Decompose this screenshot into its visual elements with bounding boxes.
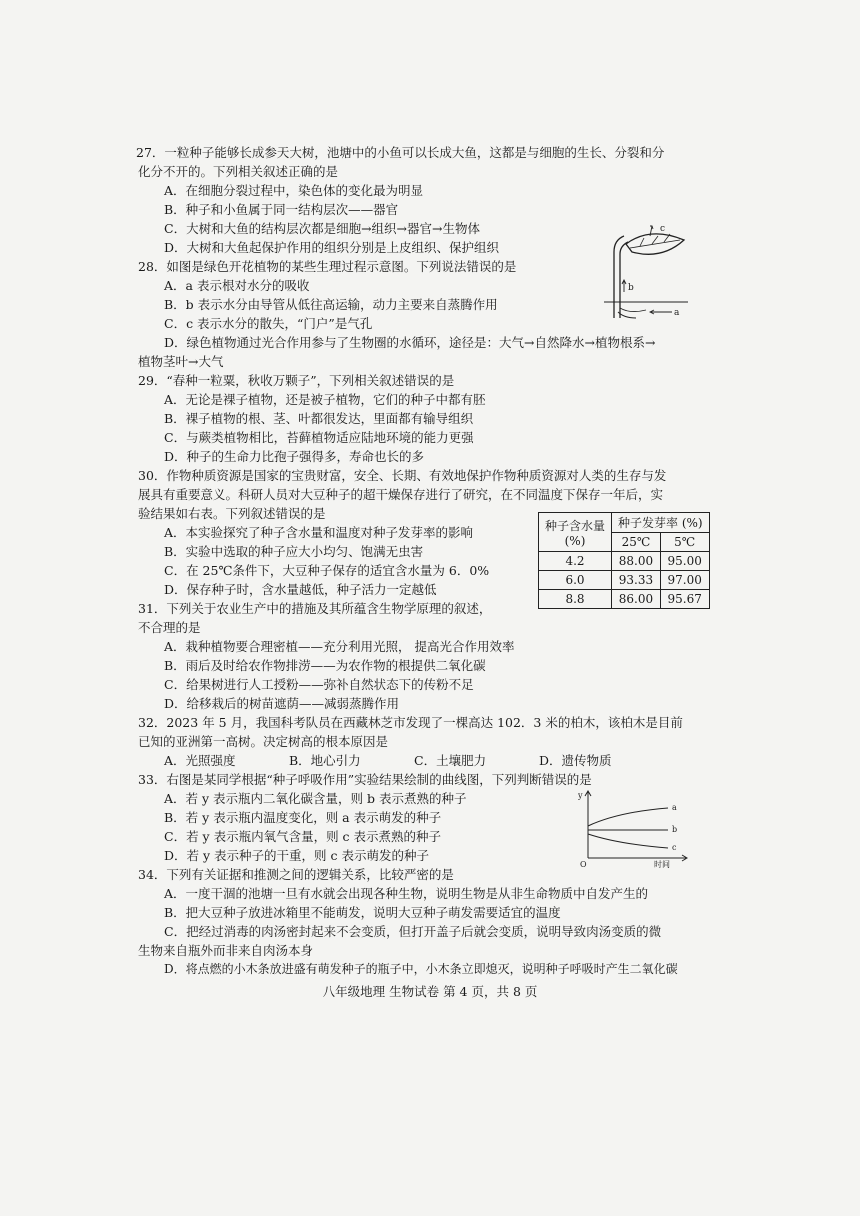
q30-stem-line2: 展具有重要意义。科研人员对大豆种子的超干燥保存进行了研究，在不同温度下保存一年后，实 xyxy=(138,487,664,502)
table-row: 4.2 88.00 95.00 xyxy=(539,552,710,571)
table-header-water-content: 种子含水量 (%) xyxy=(539,513,612,552)
q28-stem: 28．如图是绿色开花植物的某些生理过程示意图。下列说法错误的是 xyxy=(138,259,517,274)
curve-b-label: b xyxy=(672,825,678,834)
axis-y-label: y xyxy=(578,791,583,800)
q34-option-c-line1: C．把经过消毒的肉汤密封起来不会变质，但打开盖子后就会变质，说明导致肉汤变质的微 xyxy=(164,924,662,939)
q31-option-b: B．雨后及时给农作物排涝——为农作物的根提供二氧化碳 xyxy=(164,658,486,673)
q32-options xyxy=(138,751,718,770)
q33-option-d: D．若 y 表示种子的干重，则 c 表示萌发的种子 xyxy=(164,848,429,863)
q32-option-d: D．遗传物质 xyxy=(539,753,612,768)
q32-stem-line1: 32．2023 年 5 月，我国科考队员在西藏林芝市发现了一棵高达 102．3 米的柏木，该柏木是目前 xyxy=(138,715,683,730)
q30-option-a: A．本实验探究了种子含水量和温度对种子发芽率的影响 xyxy=(164,525,474,540)
q34-stem: 34．下列有关证据和推测之间的逻辑关系，比较严密的是 xyxy=(138,867,454,882)
q32-option-c: C．土壤肥力 xyxy=(414,753,487,768)
q27-stem-line1: 27．一粒种子能够长成参天大树，池塘中的小鱼可以长成大鱼，这都是与细胞的生长、分裂和分 xyxy=(136,145,665,160)
question-32 xyxy=(138,713,718,770)
q27-option-d: D．大树和大鱼起保护作用的组织分别是上皮组织、保护组织 xyxy=(164,240,500,255)
q32-option-b: B．地心引力 xyxy=(289,753,361,768)
curve-c-label: c xyxy=(672,843,677,852)
q33-stem: 33．右图是某同学根据“种子呼吸作用”实验结果绘制的曲线图，下列判断错误的是 xyxy=(138,772,592,787)
table-row: 8.8 86.00 95.67 xyxy=(539,590,710,609)
q27-option-b: B．种子和小鱼属于同一结构层次——器官 xyxy=(164,202,399,217)
q31-stem-line2: 不合理的是 xyxy=(138,620,201,635)
q27-option-a: A．在细胞分裂过程中，染色体的变化最为明显 xyxy=(164,183,424,198)
table-header-25c: 25℃ xyxy=(612,533,661,552)
question-31 xyxy=(138,599,718,713)
q30-option-d: D．保存种子时，含水量越低，种子活力一定越低 xyxy=(164,582,437,597)
germination-rate-table xyxy=(538,512,710,609)
respiration-curve-graph xyxy=(578,786,698,868)
q33-option-b: B．若 y 表示瓶内温度变化，则 a 表示萌发的种子 xyxy=(164,810,442,825)
page-footer: 八年级地理 生物试卷 第 4 页，共 8 页 xyxy=(322,984,538,999)
label-b: b xyxy=(628,283,634,293)
q34-option-c-line2: 生物来自瓶外而非来自肉汤本身 xyxy=(138,943,314,958)
q32-stem-line2: 已知的亚洲第一高树。决定树高的根本原因是 xyxy=(138,734,389,749)
q31-stem-line1: 31．下列关于农业生产中的措施及其所蕴含生物学原理的叙述， xyxy=(138,601,492,616)
q32-option-a: A．光照强度 xyxy=(164,753,236,768)
q34-option-d: D．将点燃的小木条放进盛有萌发种子的瓶子中，小木条立即熄灭，说明种子呼吸时产生二氧化碳 xyxy=(164,962,678,976)
q31-option-c: C．给果树进行人工授粉——弥补自然状态下的传粉不足 xyxy=(164,677,474,692)
q30-stem-line3: 验结果如右表。下列叙述错误的是 xyxy=(138,506,326,521)
question-29 xyxy=(138,371,718,466)
q29-option-d: D．种子的生命力比孢子强得多，寿命也长的多 xyxy=(164,449,425,464)
q28-option-c: C．c 表示水分的散失，“门户”是气孔 xyxy=(164,316,373,331)
label-a: a xyxy=(674,308,680,318)
q29-stem: 29．“春种一粒粟，秋收万颗子”，下列相关叙述错误的是 xyxy=(138,373,455,388)
q30-option-b: B．实验中选取的种子应大小均匀、饱满无虫害 xyxy=(164,544,424,559)
axis-x-label: 时间 xyxy=(654,860,670,868)
q29-option-c: C．与蕨类植物相比，苔藓植物适应陆地环境的能力更强 xyxy=(164,430,474,445)
plant-water-cycle-diagram xyxy=(600,222,692,322)
curve-a-label: a xyxy=(672,803,677,812)
q34-option-b: B．把大豆种子放进冰箱里不能萌发，说明大豆种子萌发需要适宜的温度 xyxy=(164,905,561,920)
q27-option-c: C．大树和大鱼的结构层次都是细胞→组织→器官→生物体 xyxy=(164,221,480,236)
q31-option-a: A．栽种植物要合理密植——充分利用光照， 提高光合作用效率 xyxy=(164,639,515,654)
q28-option-d-line2: 植物茎叶→大气 xyxy=(138,354,224,369)
q33-option-c: C．若 y 表示瓶内氧气含量，则 c 表示煮熟的种子 xyxy=(164,829,442,844)
q33-option-a: A．若 y 表示瓶内二氧化碳含量，则 b 表示煮熟的种子 xyxy=(164,791,467,806)
axis-origin-label: O xyxy=(580,860,587,868)
q27-stem-line2: 化分不开的。下列相关叙述正确的是 xyxy=(138,164,339,179)
question-34 xyxy=(138,865,728,979)
q34-option-a: A．一度干涸的池塘一旦有水就会出现各种生物，说明生物是从非生命物质中自发产生的 xyxy=(164,886,649,901)
q28-option-b: B．b 表示水分由导管从低往高运输，动力主要来自蒸腾作用 xyxy=(164,297,498,312)
q28-option-d-line1: D．绿色植物通过光合作用参与了生物圈的水循环，途径是：大气→自然降水→植物根系→ xyxy=(164,335,656,350)
q31-option-d: D．给移栽后的树苗遮荫——减弱蒸腾作用 xyxy=(164,696,400,711)
table-row: 6.0 93.33 97.00 xyxy=(539,571,710,590)
label-c: c xyxy=(660,224,666,234)
q30-option-c: C．在 25℃条件下，大豆种子保存的适宜含水量为 6．0% xyxy=(164,563,490,578)
q29-option-a: A．无论是裸子植物，还是被子植物，它们的种子中都有胚 xyxy=(164,392,486,407)
table-header-5c: 5℃ xyxy=(660,533,709,552)
q29-option-b: B．裸子植物的根、茎、叶都很发达，里面都有输导组织 xyxy=(164,411,474,426)
q30-stem-line1: 30．作物种质资源是国家的宝贵财富，安全、长期、有效地保护作物种质资源对人类的生存与发 xyxy=(138,468,667,483)
q28-option-a: A．a 表示根对水分的吸收 xyxy=(164,278,310,293)
table-header-germination: 种子发芽率 (%) xyxy=(612,513,710,533)
